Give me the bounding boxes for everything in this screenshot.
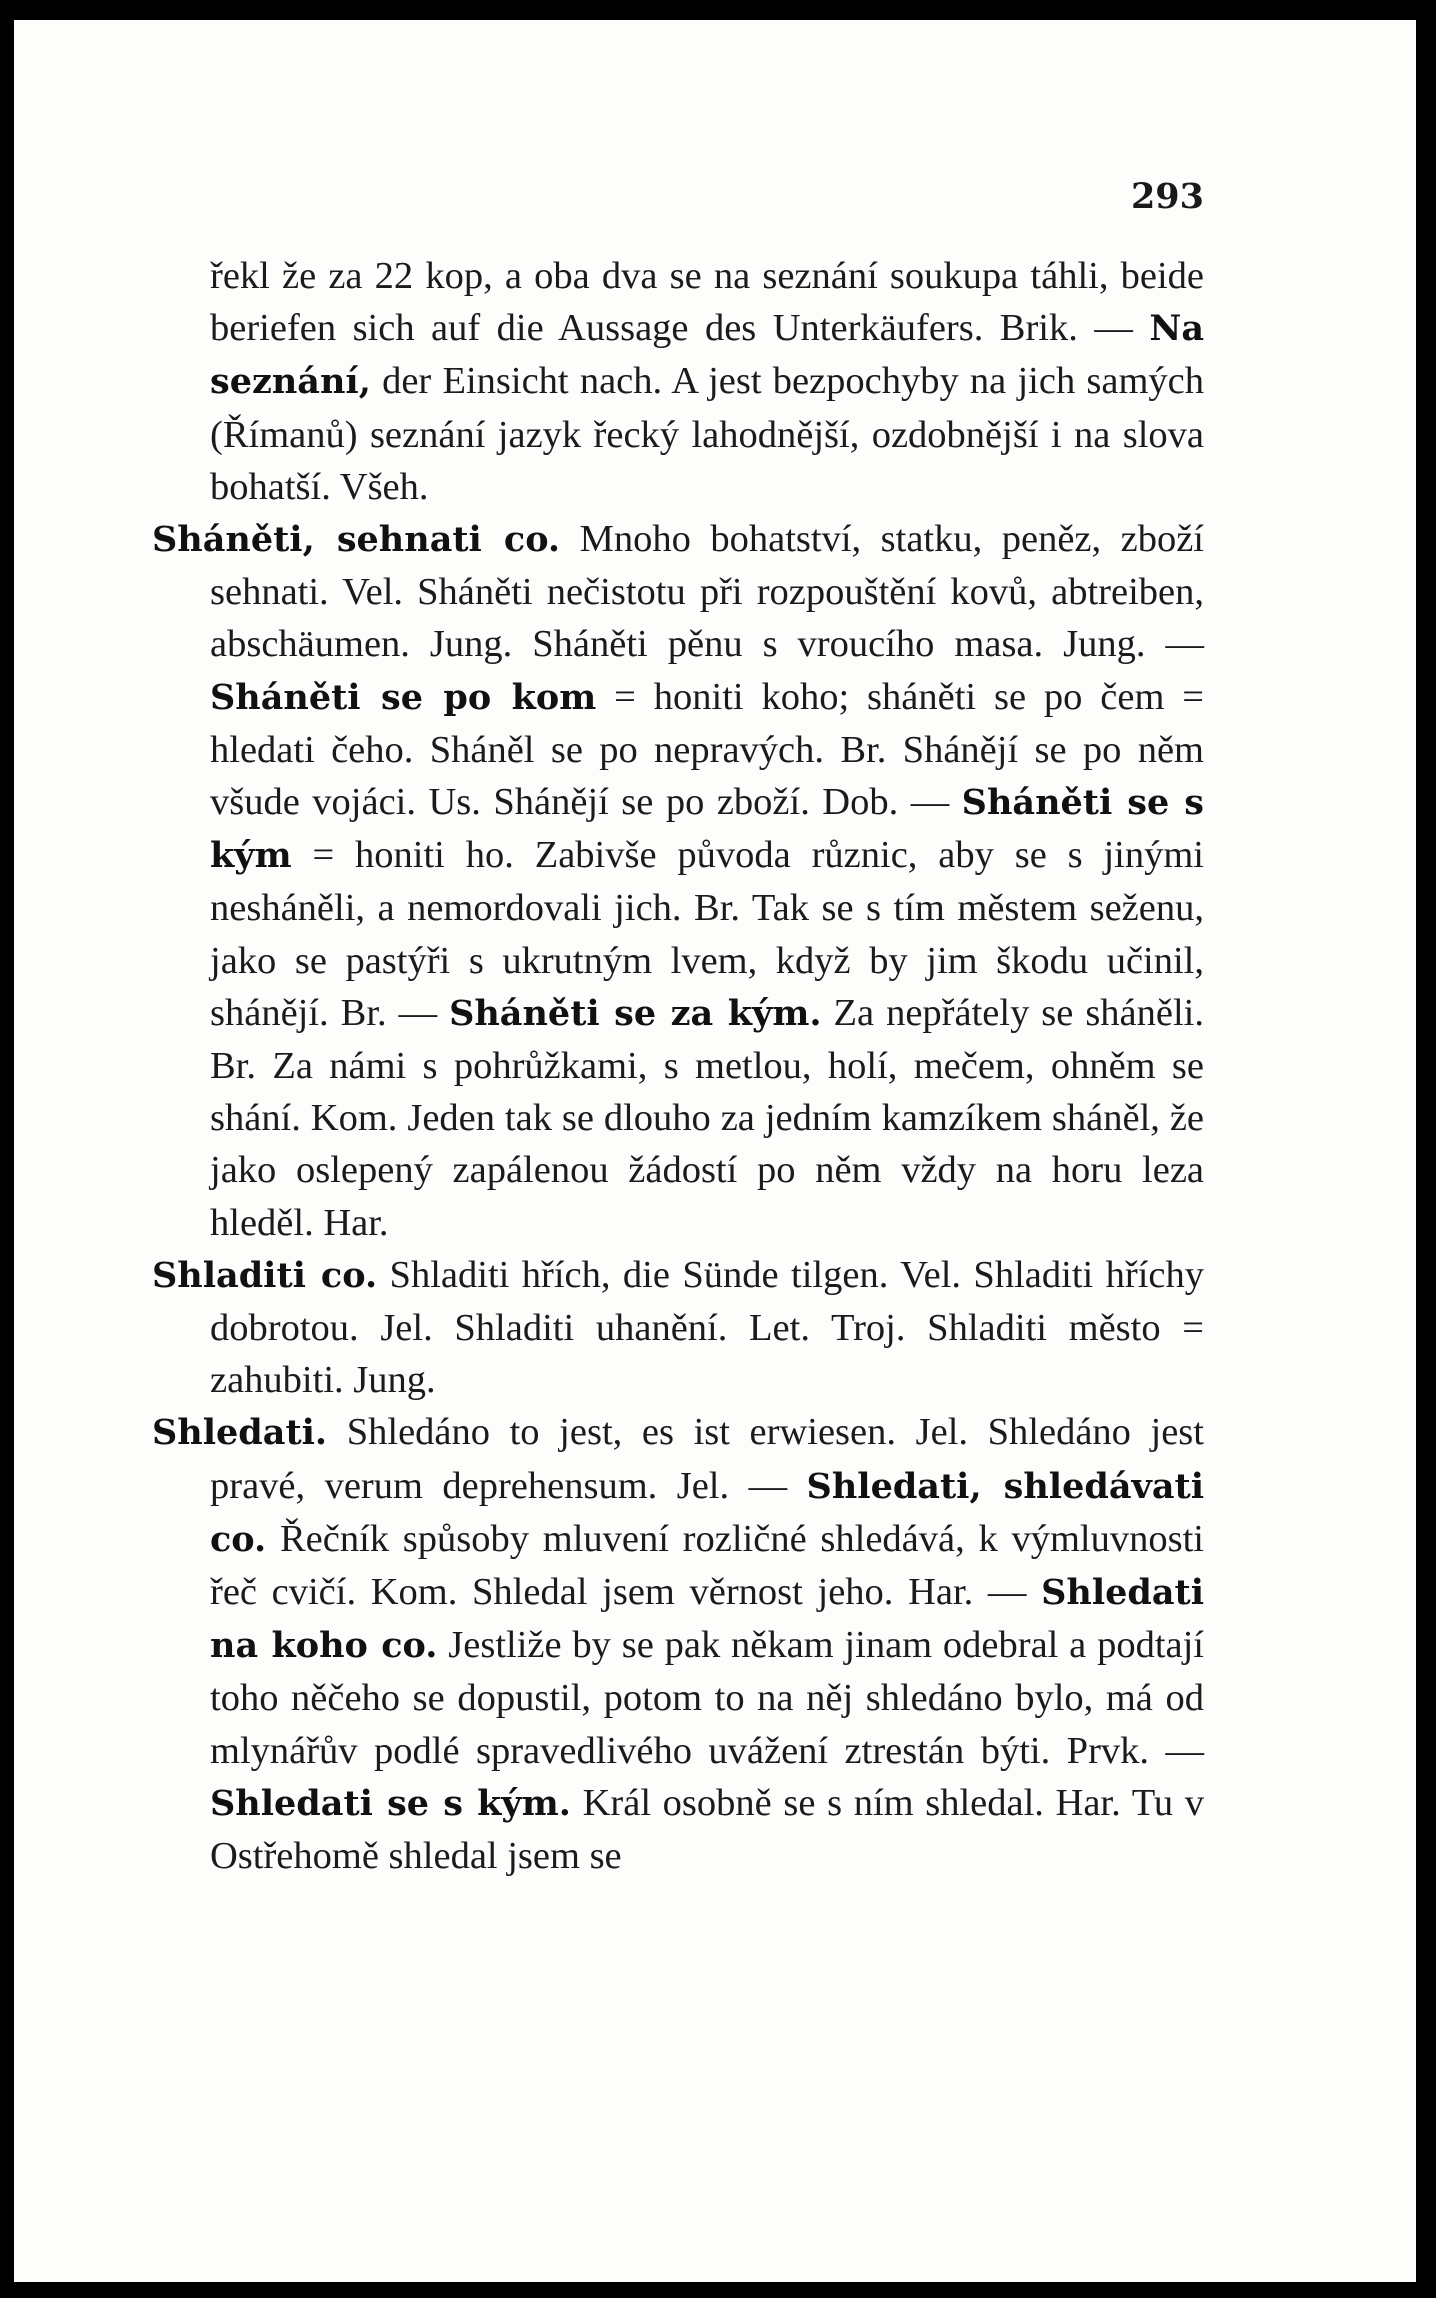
- subentry-term: Na seznání,: [210, 308, 1204, 403]
- subentry-term: Sháněti se s kým: [210, 782, 1204, 877]
- subentry-term: Sháněti se za kým.: [449, 992, 822, 1034]
- entry-text: Jestliže by se pak někam jinam odebral a podtají toho něčeho se dopustil, potom to na něj shledáno bylo, má od mlynářův podlé spravedlivého uvážení ztrestán býti. Prvk. —: [210, 1624, 1204, 1772]
- entry-text: Král osobně se s ním shledal. Har. Tu v Ostřehomě shledal jsem se: [210, 1781, 1204, 1878]
- entry-text: řekl že za 22 kop, a oba dva se na seznání soukupa táhli, beide beriefen sich auf die Aussage des Unterkäufers. Brik. —: [210, 255, 1204, 350]
- entry-text: der Einsicht nach. A jest bezpochyby na jich samých (Římanů) seznání jazyk řecký lahodnější, ozdobnější i na slova bohatší. Všeh.: [210, 360, 1204, 508]
- dictionary-entry: [152, 1406, 1204, 1882]
- page-number: 293: [1130, 176, 1204, 217]
- dictionary-entry: [152, 1249, 1204, 1407]
- entry-text: = honiti koho; sháněti se po čem = hledati čeho. Sháněl se po nepravých. Br. Shánějí se po něm všude vojáci. Us. Shánějí se po zboží. Dob. —: [210, 675, 1204, 824]
- subentry-term: Shledati se s kým.: [210, 1782, 571, 1824]
- entry-continuation: [152, 250, 1204, 513]
- entry-text: Mnoho bohatství, statku, peněz, zboží sehnati. Vel. Sháněti nečistotu při rozpouštění kovů, abtreiben, abschäumen. Jung. Sháněti pěnu s vroucího masa. Jung. —: [210, 518, 1204, 666]
- dictionary-text: [152, 250, 1204, 1882]
- entry-text: Shladiti hřích, die Sünde tilgen. Vel. Shladiti hříchy dobrotou. Jel. Shladiti uhanění. Let. Troj. Shladiti město = zahubiti. Jung.: [210, 1253, 1204, 1402]
- headword: Shledati.: [152, 1412, 328, 1454]
- headword: Sháněti, sehnati co.: [152, 519, 561, 561]
- headword: Shladiti co.: [152, 1254, 378, 1296]
- dictionary-entry: [152, 513, 1204, 1249]
- book-page: [14, 20, 1416, 2282]
- entry-text: Řečník spůsoby mluvení rozličné shledává, k výmluvnosti řeč cvičí. Kom. Shledal jsem věrnost jeho. Har. —: [210, 1517, 1204, 1614]
- entry-text: = honiti ho. Zabivše původa různic, aby se s jinými nesháněli, a nemordovali jich. Br. Tak se s tím městem seženu, jako se pastýři s ukrutným lvem, když by jim škodu učinil, shánějí. Br. —: [210, 834, 1204, 1034]
- entry-text: Shledáno to jest, es ist erwiesen. Jel. Shledáno jest pravé, verum deprehensum. Jel. —: [210, 1411, 1204, 1507]
- subentry-term: Shledati, shledávati co.: [210, 1465, 1204, 1560]
- subentry-term: Sháněti se po kom: [210, 676, 597, 718]
- entry-text: Za nepřátely se sháněli. Br. Za námi s pohrůžkami, s metlou, holí, mečem, ohněm se shání. Kom. Jeden tak se dlouho za jedním kamzíkem sháněl, že jako oslepený zapálenou žádostí po něm vždy na horu leza hleděl. Har.: [210, 991, 1204, 1244]
- subentry-term: Shledati na koho co.: [210, 1572, 1204, 1667]
